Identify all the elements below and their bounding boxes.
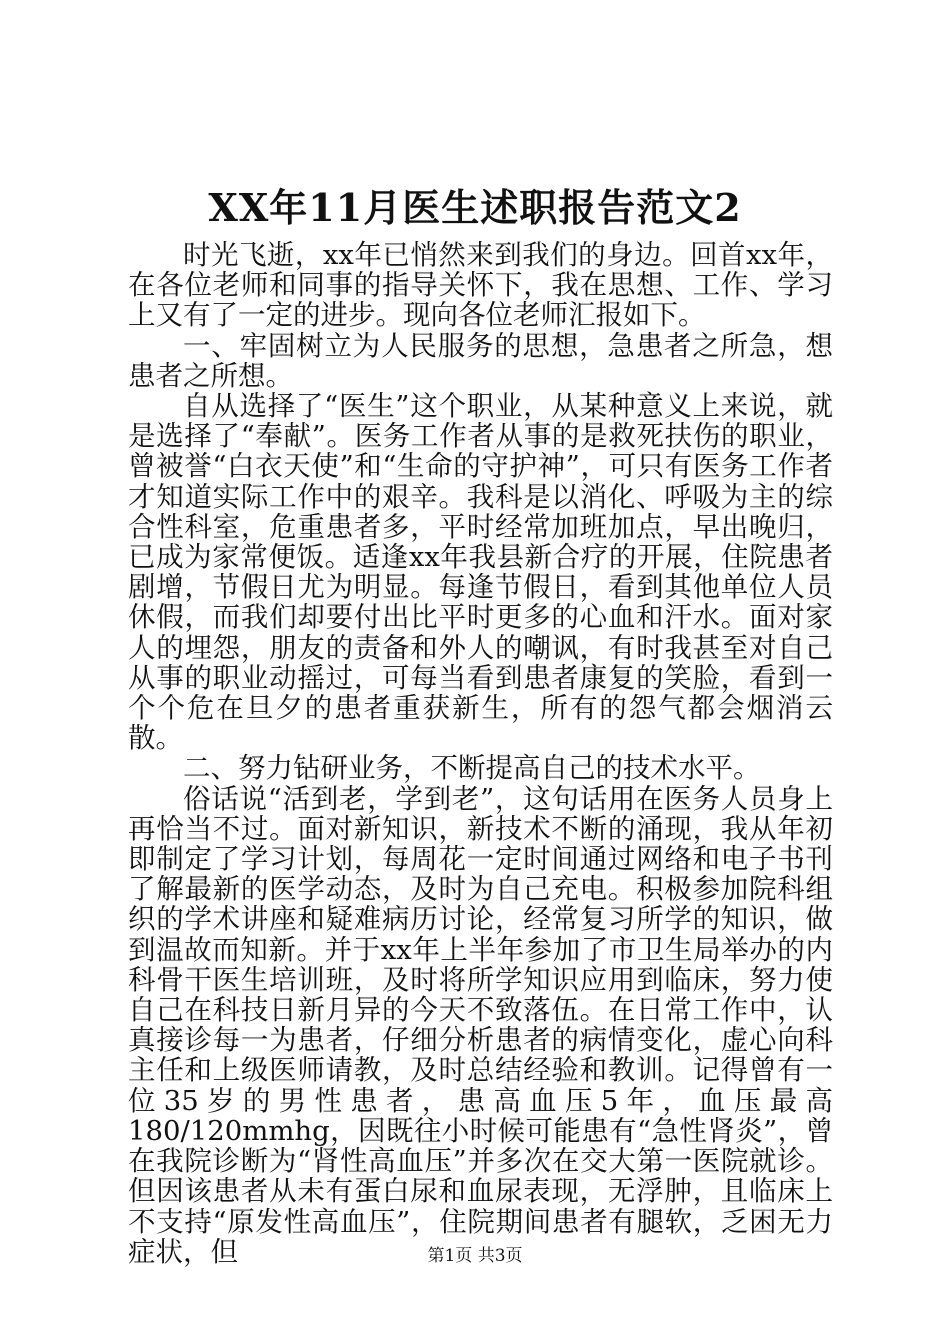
section-heading-2: 二、努力钻研业务，不断提高自己的技术水平。 (183, 752, 761, 785)
section-heading-1: 一、牢固树立为人民服务的思想，急患者之所急，想患者之所想。 (128, 329, 833, 392)
document-title: XX年11月医生述职报告范文2 (208, 185, 742, 230)
paragraph-section-1: 自从选择了“医生”这个职业，从某种意义上来说，就是选择了“奉献”。医务工作者从事的是救死扶伤的职业，曾被誉“白衣天使”和“生命的守护神”，可只有医务工作者才知道实际工作中的艰辛。我科是以消化、呼吸为主的综合性科室，危重患者多，平时经常加班加点，早出晚归，已成为家常便饭。适逢xx年我县新合疗的开展，住院患者剧增，节假日尤为明显。每逢节假日，看到其他单位人员休假，而我们却要付出比平时更多的心血和汗水。面对家人的埋怨，朋友的责备和外人的嘲讽，有时我甚至对自己从事的职业动摇过，可每当看到患者康复的笑脸，看到一个个危在旦夕的患者重获新生，所有的怨气都会烟消云散。 (128, 390, 833, 755)
paragraph-section-2: 俗话说“活到老，学到老”，这句话用在医务人员身上再恰当不过。面对新知识，新技术不断的涌现，我从年初即制定了学习计划，每周花一定时间通过网络和电子书刊了解最新的医学动态，及时为自己充电。积极参加院科组织的学术讲座和疑难病历讨论，经常复习所学的知识，做到温故而知新。并于xx年上半年参加了市卫生局举办的内科骨干医生培训班，及时将所学知识应用到临床，努力使自己在科技日新月异的今天不致落伍。在日常工作中，认真接诊每一为患者，仔细分析患者的病情变化，虚心向科主任和上级医师请教，及时总结经验和教训。记得曾有一位35岁的男性患者，患高血压5年，血压最高180/120mmhg，因既往小时候可能患有“急性肾炎”，曾在我院诊断为“肾性高血压”并多次在交大第一医院就诊。但因该患者从未有蛋白尿和血尿表现，无浮肿，且临床上不支持“原发性高血压”，住院期间患者有腿软，乏困无力症状，但 (128, 782, 833, 1268)
paragraph-intro: 时光飞逝，xx年已悄然来到我们的身边。回首xx年，在各位老师和同事的指导关怀下，我在思想、工作、学习上又有了一定的进步。现向各位老师汇报如下。 (128, 239, 833, 332)
document-body (128, 240, 833, 1267)
page-footer: 第1页 共3页 (427, 1246, 523, 1266)
